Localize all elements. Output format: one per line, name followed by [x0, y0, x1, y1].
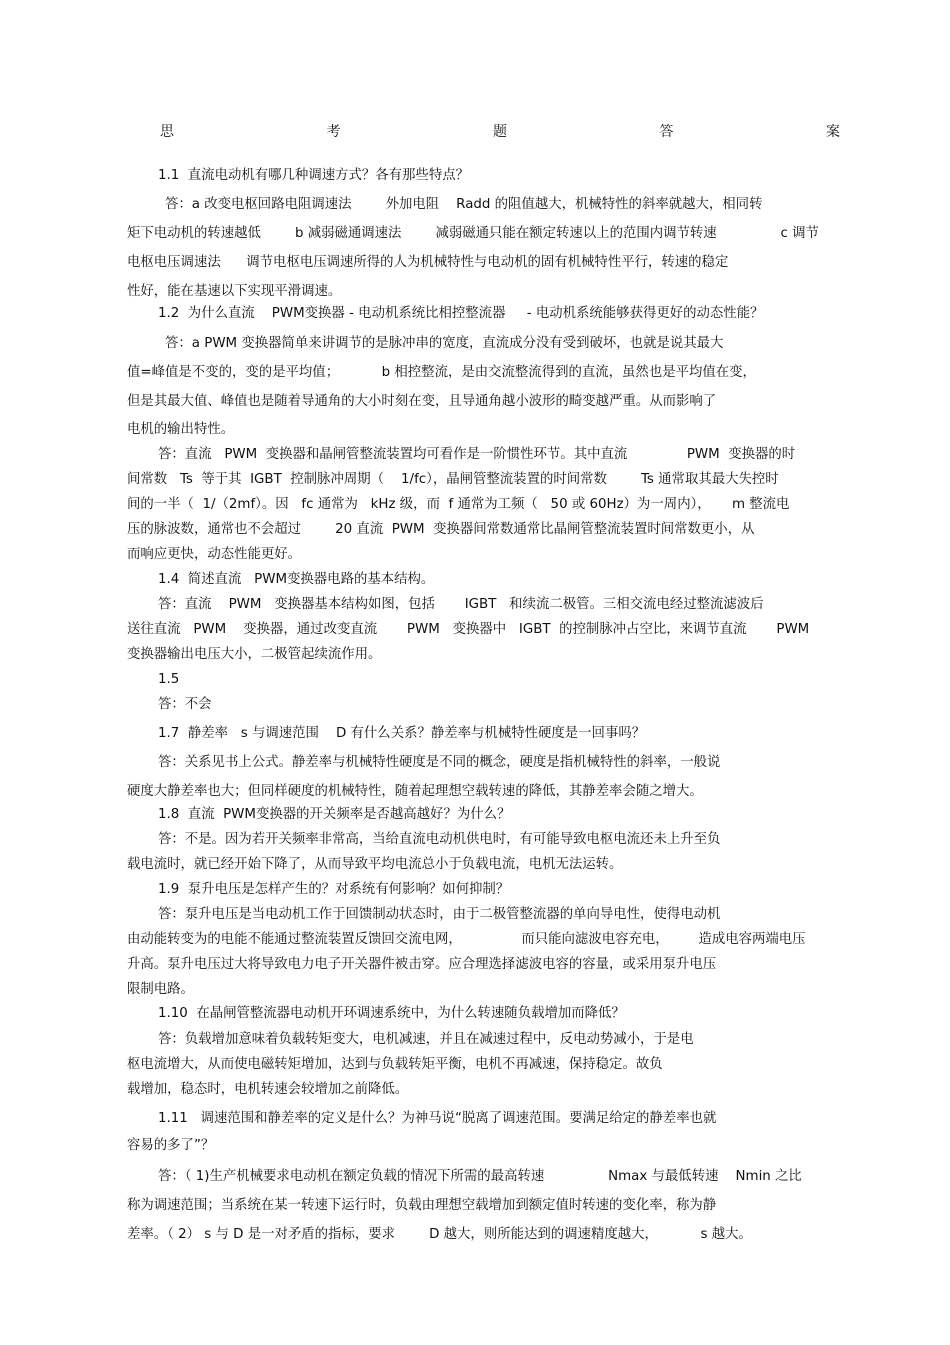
- answer-line: 性好，能在基速以下实现平滑调速。: [127, 284, 342, 299]
- answer-line: 电机的输出特性。: [127, 422, 235, 437]
- answer-line: 电枢电压调速法 调节电枢电压调速所得的人为机械特性与电动机的固有机械特性平行，转速的稳定: [127, 255, 729, 270]
- answer-line: 载电流时，就已经开始下降了，从而导致平均电流总小于负载电流，电机无法运转。: [127, 857, 623, 872]
- answer-line: 矩下电动机的转速越低 b 减弱磁通调速法 减弱磁通只能在额定转速以上的范围内调节转速 c 调节: [127, 226, 819, 241]
- question-line: 容易的多了”？: [127, 1138, 215, 1153]
- answer-line: 间的一半（ 1/（2mf）。因 fc 通常为 kHz 级，而 f 通常为工频（ 50 或 60Hz）为一周内）， m 整流电: [127, 497, 790, 512]
- answer-line: 答：不是。因为若开关频率非常高，当给直流电动机供电时，有可能导致电枢电流还未上升至负: [158, 832, 721, 847]
- title-char: 题: [493, 124, 507, 140]
- question-line: 1.10 在晶闸管整流器电动机开环调速系统中，为什么转速随负载增加而降低？: [158, 1006, 625, 1021]
- title-char: 考: [326, 124, 341, 140]
- question-line: 1.7 静差率 s 与调速范围 D 有什么关系？静差率与机械特性硬度是一回事吗？: [158, 726, 646, 741]
- answer-line: 答：不会: [158, 697, 212, 712]
- title-char: 思: [160, 124, 174, 140]
- answer-line: 而响应更快，动态性能更好。: [127, 547, 302, 562]
- question-line: 1.8 直流 PWM变换器的开关频率是否越高越好？为什么？: [158, 807, 511, 822]
- answer-line: 答：直流 PWM 变换器和晶闸管整流装置均可看作是一阶惯性环节。其中直流 PWM 变换器的时: [158, 447, 796, 462]
- answer-line: 硬度大静差率也大；但同样硬度的机械特性，随着起理想空载转速的降低，其静差率会随之增大。: [127, 784, 703, 799]
- answer-line: 但是其最大值、峰值也是随着导通角的大小时刻在变，且导通角越小波形的畸变越严重。从而影响了: [127, 394, 717, 409]
- answer-line: 载增加，稳态时，电机转速会较增加之前降低。: [127, 1082, 409, 1097]
- answer-line: 答：（ 1)生产机械要求电动机在额定负载的情况下所需的最高转速 Nmax 与最低转速 Nmin 之比: [158, 1169, 802, 1184]
- answer-line: 压的脉波数，通常也不会超过 20 直流 PWM 变换器间常数通常比晶闸管整流装置时间常数更小，从: [127, 522, 755, 537]
- answer-line: 枢电流增大，从而使电磁转矩增加，达到与负载转矩平衡，电机不再减速，保持稳定。故负: [127, 1057, 663, 1072]
- answer-line: 变换器输出电压大小，二极管起续流作用。: [127, 647, 382, 662]
- answer-line: 差率。（ 2） s 与 D 是一对矛盾的指标，要求 D 越大，则所能达到的调速精度越大， s 越大。: [127, 1227, 752, 1242]
- answer-line: 限制电路。: [127, 982, 194, 997]
- question-line: 1.11 调速范围和静差率的定义是什么？为神马说“脱离了调速范围。要满足给定的静差率也就: [158, 1111, 717, 1126]
- answer-line: 答：负载增加意味着负载转矩变大，电机减速，并且在减速过程中，反电动势减小，于是电: [158, 1032, 694, 1047]
- answer-line: 升高。泵升电压过大将导致电力电子开关器件被击穿。应合理选择滤波电容的容量，或采用泵升电压: [127, 957, 717, 972]
- answer-line: 值=峰值是不变的，变的是平均值； b 相控整流，是由交流整流得到的直流，虽然也是平均值在变，: [127, 365, 756, 380]
- question-line: 1.4 简述直流 PWM变换器电路的基本结构。: [158, 572, 435, 587]
- answer-line: 间常数 Ts 等于其 IGBT 控制脉冲周期（ 1/fc），晶闸管整流装置的时间常数 Ts 通常取其最大失控时: [127, 472, 779, 487]
- title-char: 案: [826, 124, 840, 140]
- answer-line: 答：a PWM 变换器简单来讲调节的是脉冲串的宽度，直流成分没有受到破坏，也就是说其最大: [165, 336, 724, 351]
- question-line: 1.9 泵升电压是怎样产生的？对系统有何影响？如何抑制？: [158, 882, 510, 897]
- title-char: 答: [659, 124, 674, 140]
- answer-line: 答：泵升电压是当电动机工作于回馈制动状态时，由于二极管整流器的单向导电性，使得电动机: [158, 907, 721, 922]
- answer-line: 答：关系见书上公式。静差率与机械特性硬度是不同的概念，硬度是指机械特性的斜率，一般说: [158, 755, 721, 770]
- document-title: [160, 121, 840, 141]
- answer-line: 由动能转变为的电能不能通过整流装置反馈回交流电网， 而只能向滤波电容充电， 造成电容两端电压: [127, 932, 806, 947]
- answer-line: 送往直流 PWM 变换器，通过改变直流 PWM 变换器中 IGBT 的控制脉冲占空比，来调节直流 PWM: [127, 622, 810, 637]
- question-line: 1.5: [158, 672, 180, 687]
- question-line: 1.2 为什么直流 PWM变换器 - 电动机系统比相控整流器 - 电动机系统能够获得更好的动态性能？: [158, 306, 764, 321]
- question-line: 1.1 直流电动机有哪几种调速方式？各有那些特点？: [158, 168, 470, 183]
- answer-line: 称为调速范围；当系统在某一转速下运行时，负载由理想空载增加到额定值时转速的变化率，称为静: [127, 1198, 717, 1213]
- answer-line: 答：a 改变电枢回路电阻调速法 外加电阻 Radd 的阻值越大，机械特性的斜率就越大，相同转: [165, 197, 763, 212]
- answer-line: 答：直流 PWM 变换器基本结构如图，包括 IGBT 和续流二极管。三相交流电经过整流滤波后: [158, 597, 764, 612]
